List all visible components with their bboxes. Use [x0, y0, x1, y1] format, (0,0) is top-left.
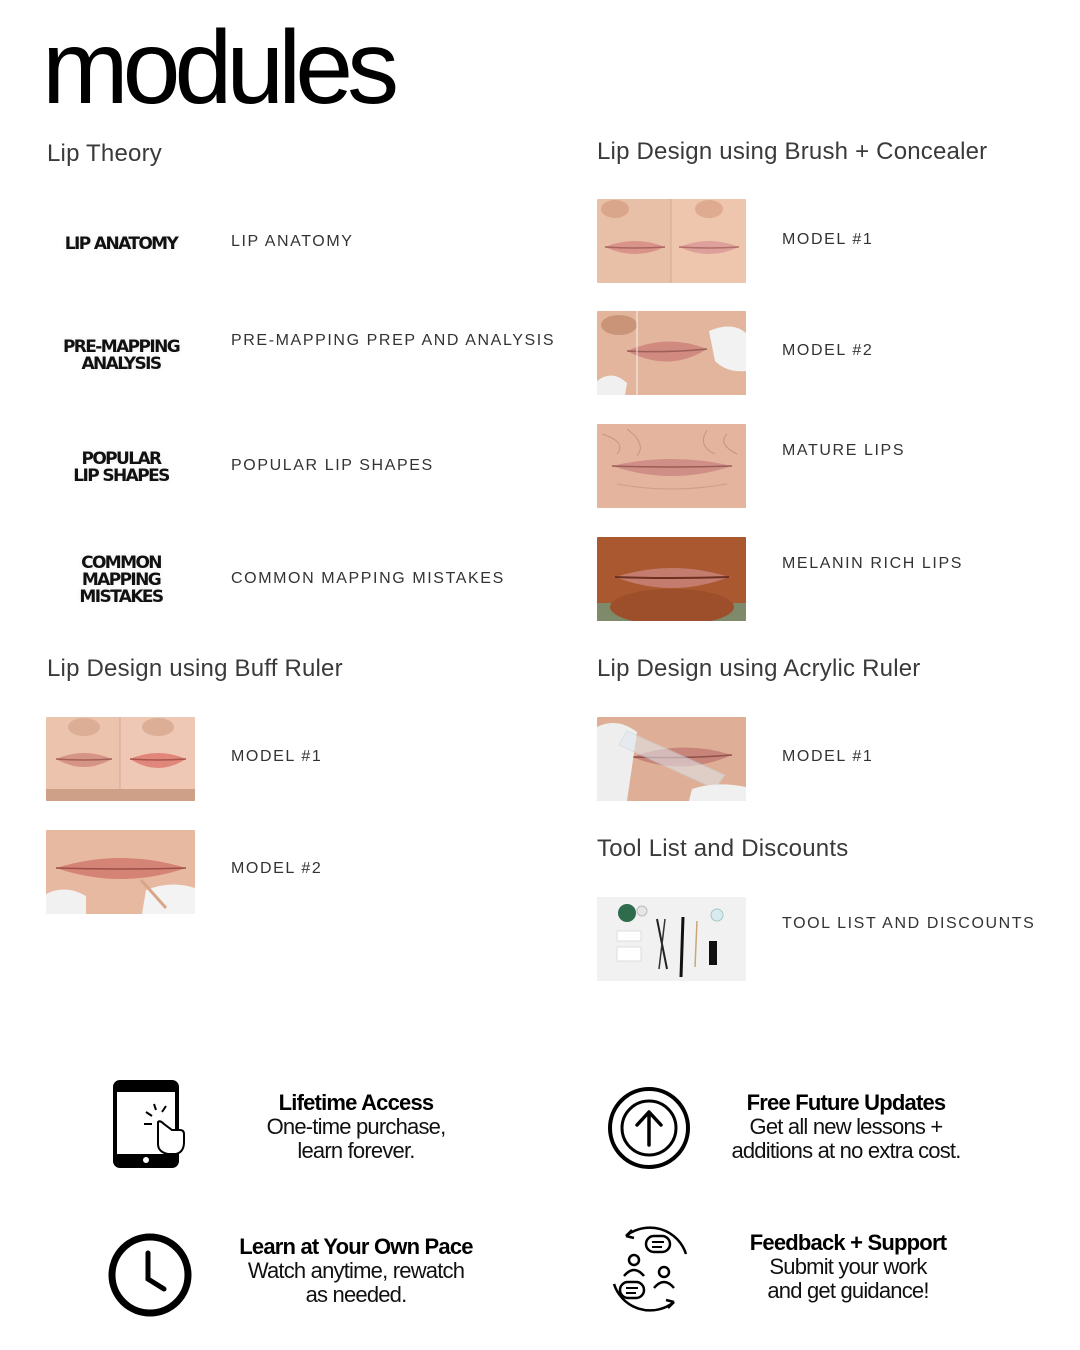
- thumb-text: LIP SHAPES: [73, 466, 169, 486]
- feature-description: learn forever.: [297, 1138, 415, 1163]
- module-thumbnail-popular-lip-shapes[interactable]: [46, 426, 196, 510]
- thumb-text: COMMON: [81, 552, 161, 573]
- feature-title: Free Future Updates: [746, 1090, 946, 1115]
- thumb-text: PRE-MAPPING: [62, 337, 180, 357]
- module-link-mature-lips[interactable]: MATURE LIPS: [782, 442, 906, 459]
- module-thumbnail-common-mistakes[interactable]: [46, 538, 196, 622]
- module-thumbnail-tool-list[interactable]: [597, 897, 746, 981]
- tablet-touch-icon: [110, 1080, 190, 1170]
- module-link-brush-model-1[interactable]: MODEL #1: [782, 231, 874, 248]
- module-thumbnail-buff-model-2[interactable]: [46, 830, 195, 914]
- page-title: modules: [42, 10, 394, 126]
- module-link-common-mistakes[interactable]: COMMON MAPPING MISTAKES: [231, 570, 505, 587]
- module-thumbnail-lip-anatomy[interactable]: [46, 202, 196, 286]
- feedback-people-icon: [606, 1224, 694, 1314]
- module-link-lip-anatomy[interactable]: LIP ANATOMY: [231, 233, 354, 250]
- module-link-buff-model-2[interactable]: MODEL #2: [231, 860, 323, 877]
- section-title-brush-concealer: Lip Design using Brush + Concealer: [597, 138, 988, 165]
- module-thumbnail-brush-model-1[interactable]: [597, 199, 746, 283]
- feature-description: One-time purchase,: [266, 1114, 446, 1139]
- feature-lifetime-access: [226, 1091, 486, 1163]
- module-link-buff-model-1[interactable]: MODEL #1: [231, 748, 323, 765]
- thumb-text: POPULAR: [81, 449, 161, 469]
- thumb-text: MAPPING: [81, 569, 161, 590]
- upload-arrow-icon: [606, 1085, 692, 1171]
- feature-description: additions at no extra cost.: [731, 1138, 961, 1163]
- feature-description: as needed.: [305, 1282, 407, 1307]
- module-link-brush-model-2[interactable]: MODEL #2: [782, 342, 874, 359]
- section-title-tool-list: Tool List and Discounts: [597, 835, 849, 862]
- clock-icon: [106, 1231, 194, 1319]
- module-thumbnail-buff-model-1[interactable]: [46, 717, 195, 801]
- module-thumbnail-brush-model-2[interactable]: [597, 311, 746, 395]
- thumb-text: LIP ANATOMY: [64, 233, 178, 254]
- module-thumbnail-acrylic-model-1[interactable]: [597, 717, 746, 801]
- thumb-text: MISTAKES: [79, 586, 163, 607]
- module-link-acrylic-model-1[interactable]: MODEL #1: [782, 748, 874, 765]
- feature-own-pace: [226, 1235, 486, 1307]
- module-thumbnail-melanin-rich-lips[interactable]: [597, 537, 746, 621]
- feature-free-updates: [716, 1091, 976, 1163]
- thumb-text: ANALYSIS: [81, 354, 161, 374]
- module-link-popular-lip-shapes[interactable]: POPULAR LIP SHAPES: [231, 457, 434, 474]
- module-thumbnail-pre-mapping[interactable]: [46, 314, 196, 398]
- feature-feedback-support: [718, 1231, 978, 1303]
- feature-title: Feedback + Support: [749, 1230, 947, 1255]
- feature-description: Watch anytime, rewatch: [247, 1258, 465, 1283]
- feature-title: Learn at Your Own Pace: [239, 1234, 473, 1259]
- feature-description: Get all new lessons +: [749, 1114, 943, 1139]
- module-link-pre-mapping[interactable]: PRE-MAPPING PREP AND ANALYSIS: [231, 332, 556, 349]
- module-link-melanin-rich-lips[interactable]: MELANIN RICH LIPS: [782, 555, 964, 572]
- module-thumbnail-mature-lips[interactable]: [597, 424, 746, 508]
- feature-description: Submit your work: [769, 1254, 927, 1279]
- feature-title: Lifetime Access: [278, 1090, 434, 1115]
- feature-description: and get guidance!: [767, 1278, 929, 1303]
- section-title-acrylic-ruler: Lip Design using Acrylic Ruler: [597, 655, 921, 682]
- module-link-tool-list[interactable]: TOOL LIST AND DISCOUNTS: [782, 915, 1036, 932]
- section-title-buff-ruler: Lip Design using Buff Ruler: [47, 655, 343, 682]
- section-title-lip-theory: Lip Theory: [47, 140, 162, 167]
